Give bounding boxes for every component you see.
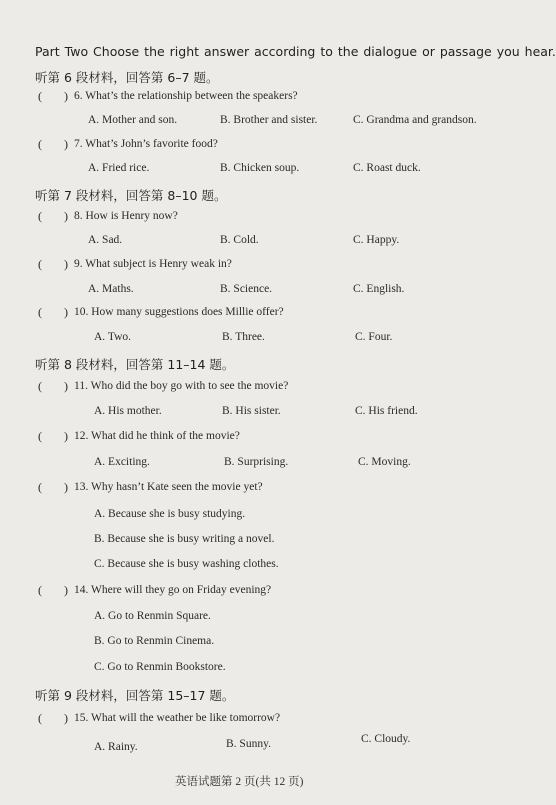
option-a: A. Rainy. [94,741,138,753]
answer-paren-close: ) [64,257,68,271]
answer-paren-close: ) [64,480,68,494]
option-c: C. Because she is busy washing clothes. [94,558,279,570]
section-heading: 听第 6 段材料，回答第 6–7 题。 [35,70,219,85]
option-c: C. Grandma and grandson. [353,114,477,126]
option-b: B. Go to Renmin Cinema. [94,635,215,647]
answer-paren-close: ) [64,209,68,223]
question-text: 9. What subject is Henry weak in? [74,258,232,270]
option-a: A. Go to Renmin Square. [94,610,211,622]
option-c: C. Four. [355,331,393,343]
option-b: B. Chicken soup. [220,162,300,174]
answer-paren-open: ( [38,305,42,319]
option-a: A. Exciting. [94,456,150,468]
answer-paren-close: ) [64,137,68,151]
answer-paren-open: ( [38,257,42,271]
option-b: B. Brother and sister. [220,114,318,126]
answer-paren-open: ( [38,379,42,393]
option-c: C. Moving. [358,456,411,468]
page-footer: 英语试题第 2 页(共 12 页) [175,776,304,788]
question-text: 12. What did he think of the movie? [74,430,240,442]
section-heading: 听第 9 段材料，回答第 15–17 题。 [35,688,235,703]
answer-paren-open: ( [38,429,42,443]
answer-paren-open: ( [38,711,42,725]
answer-paren-open: ( [38,209,42,223]
question-text: 6. What’s the relationship between the speakers? [74,90,298,102]
option-b: B. Sunny. [226,738,271,750]
section-heading: 听第 7 段材料，回答第 8–10 题。 [35,188,227,203]
option-b: B. Science. [220,283,273,295]
question-text: 11. Who did the boy go with to see the movie? [74,380,289,392]
option-b: B. Because she is busy writing a novel. [94,533,275,545]
option-c: C. English. [353,283,405,295]
question-text: 13. Why hasn’t Kate seen the movie yet? [74,481,263,493]
answer-paren-open: ( [38,137,42,151]
option-c: C. His friend. [355,405,418,417]
option-a: A. Mother and son. [88,114,178,126]
answer-paren-open: ( [38,480,42,494]
answer-paren-open: ( [38,89,42,103]
option-a: A. Sad. [88,234,123,246]
answer-paren-open: ( [38,583,42,597]
part-heading: Part Two Choose the right answer according to the dialogue or passage you hear. [35,44,556,59]
option-a: A. Fried rice. [88,162,150,174]
option-a: A. Because she is busy studying. [94,508,246,520]
option-a: A. Two. [94,331,131,343]
option-a: A. Maths. [88,283,134,295]
question-text: 8. How is Henry now? [74,210,178,222]
question-text: 7. What’s John’s favorite food? [74,138,218,150]
question-text: 10. How many suggestions does Millie offer? [74,306,284,318]
option-c: C. Cloudy. [361,733,411,745]
option-c: C. Go to Renmin Bookstore. [94,661,226,673]
option-c: C. Roast duck. [353,162,421,174]
answer-paren-close: ) [64,89,68,103]
answer-paren-close: ) [64,305,68,319]
answer-paren-close: ) [64,711,68,725]
answer-paren-close: ) [64,583,68,597]
option-b: B. His sister. [222,405,281,417]
section-heading: 听第 8 段材料，回答第 11–14 题。 [35,357,235,372]
option-b: B. Surprising. [224,456,289,468]
question-text: 15. What will the weather be like tomorrow? [74,712,281,724]
option-b: B. Cold. [220,234,259,246]
option-a: A. His mother. [94,405,162,417]
answer-paren-close: ) [64,379,68,393]
question-text: 14. Where will they go on Friday evening? [74,584,272,596]
answer-paren-close: ) [64,429,68,443]
option-b: B. Three. [222,331,265,343]
option-c: C. Happy. [353,234,400,246]
